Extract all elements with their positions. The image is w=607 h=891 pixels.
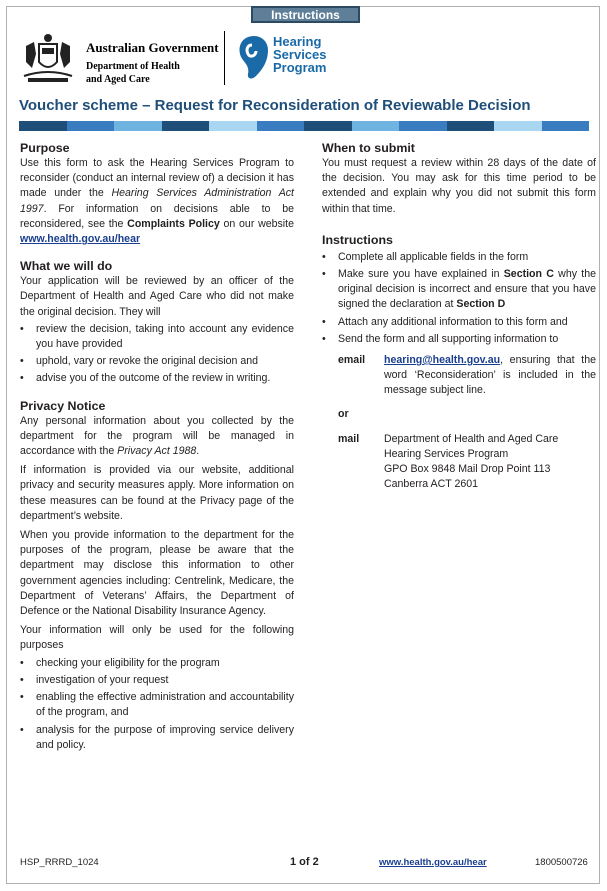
privacy-heading: Privacy Notice bbox=[20, 398, 106, 413]
header-divider bbox=[224, 31, 225, 85]
email-link[interactable]: hearing@health.gov.au bbox=[384, 354, 501, 367]
list-item: • enabling the effective administration and accountability of the program, and bbox=[20, 690, 294, 720]
coat-of-arms-icon bbox=[20, 32, 76, 84]
right-column bbox=[322, 141, 596, 493]
privacy-list bbox=[20, 656, 294, 753]
stripe-segment bbox=[494, 121, 542, 131]
what-heading: What we will do bbox=[20, 259, 113, 274]
privacy-p2: If information is provided via our website, additional privacy and security measures apply. More information on these measures can be found at the Privacy page of the department’s website. bbox=[20, 464, 294, 522]
phone-number: 1800500726 bbox=[535, 857, 588, 868]
list-item: • advise you of the outcome of the review in writing. bbox=[20, 371, 294, 386]
mail-row bbox=[322, 432, 596, 493]
page-number: 1 of 2 bbox=[290, 856, 319, 868]
list-item: • Complete all applicable fields in the form bbox=[322, 250, 596, 265]
complaints-policy: Complaints Policy bbox=[127, 217, 220, 230]
instructions-list bbox=[322, 250, 596, 347]
stripe-segment bbox=[304, 121, 352, 131]
instructions-tab[interactable]: Instructions bbox=[251, 6, 360, 23]
stripe-segment bbox=[19, 121, 67, 131]
privacy-p4: Your information will only be used for the following purposes bbox=[20, 624, 294, 652]
website-link[interactable]: www.health.gov.au/hear bbox=[20, 233, 141, 246]
what-list bbox=[20, 322, 294, 387]
page-title: Voucher scheme – Request for Reconsideration of Reviewable Decision bbox=[19, 97, 531, 114]
program-logo-text: Hearing Services Program bbox=[273, 34, 327, 75]
instructions-heading: Instructions bbox=[322, 232, 393, 247]
email-value: hearing@health.gov.au, ensuring that the word ‘Reconsideration’ is included in the message subject line. bbox=[384, 354, 596, 397]
privacy-p1: Any personal information about you collected by the department for the program will be managed in accordance with the Privacy Act 1988. bbox=[20, 414, 294, 458]
government-branding bbox=[86, 40, 219, 86]
stripe-segment bbox=[257, 121, 305, 131]
stripe-segment bbox=[67, 121, 115, 131]
list-item: • checking your eligibility for the program bbox=[20, 656, 294, 671]
mail-address: Department of Health and Aged Care Hearing Services Program GPO Box 9848 Mail Drop Point 113 Canberra ACT 2601 bbox=[384, 432, 559, 491]
list-item: • investigation of your request bbox=[20, 673, 294, 688]
list-item: • Attach any additional information to this form and bbox=[322, 315, 596, 330]
government-name: Australian Government bbox=[86, 40, 219, 55]
form-code: HSP_RRRD_1024 bbox=[20, 857, 99, 868]
stripe-segment bbox=[352, 121, 400, 131]
left-column bbox=[20, 141, 294, 753]
purpose-text: Use this form to ask the Hearing Services Program to reconsider (conduct an internal review of) a decision it has made under the Hearing Services Administration Act 1997. For information on decisions able to be reconsidered, see the Complaints Policy on our website www.health.gov.au/hear bbox=[20, 157, 294, 246]
stripe-segment bbox=[399, 121, 447, 131]
list-item: • review the decision, taking into account any evidence you have provided bbox=[20, 322, 294, 352]
stripe-segment bbox=[447, 121, 495, 131]
stripe-segment bbox=[209, 121, 257, 131]
or-separator: or bbox=[338, 407, 349, 420]
department-name: Department of Health and Aged Care bbox=[86, 61, 180, 85]
stripe-segment bbox=[114, 121, 162, 131]
stripe-segment bbox=[542, 121, 590, 131]
stripe-segment bbox=[162, 121, 210, 131]
when-text: You must request a review within 28 days of the date of the decision. You may ask for this time period to be extended and explain why you did not submit this form within that time. bbox=[322, 157, 596, 215]
mail-label: mail bbox=[338, 432, 360, 445]
what-intro: Your application will be reviewed by an officer of the Department of Health and Aged Care who did not make the original decision. They will bbox=[20, 275, 294, 318]
list-item: • Make sure you have explained in Section C why the original decision is incorrect and ensure that you have signed the declaration at Section D bbox=[322, 267, 596, 313]
email-label: email bbox=[338, 354, 366, 367]
color-stripe bbox=[19, 121, 589, 131]
email-row bbox=[322, 353, 596, 399]
list-item: • Send the form and all supporting information to bbox=[322, 332, 596, 347]
footer-link[interactable]: www.health.gov.au/hear bbox=[379, 857, 487, 868]
purpose-heading: Purpose bbox=[20, 141, 70, 155]
hearing-ear-icon bbox=[234, 32, 272, 82]
privacy-p3: When you provide information to the department for the purposes of the program, please be aware that the department may disclose this information to other government agencies including: Centrelink, Medicare, the Department of Veterans’ Affairs, the Department of Defence or the National Disability Insurance Agency. bbox=[20, 529, 294, 618]
when-heading: When to submit bbox=[322, 141, 415, 155]
list-item: • uphold, vary or revoke the original decision and bbox=[20, 354, 294, 369]
list-item: • analysis for the purpose of improving service delivery and policy. bbox=[20, 723, 294, 753]
